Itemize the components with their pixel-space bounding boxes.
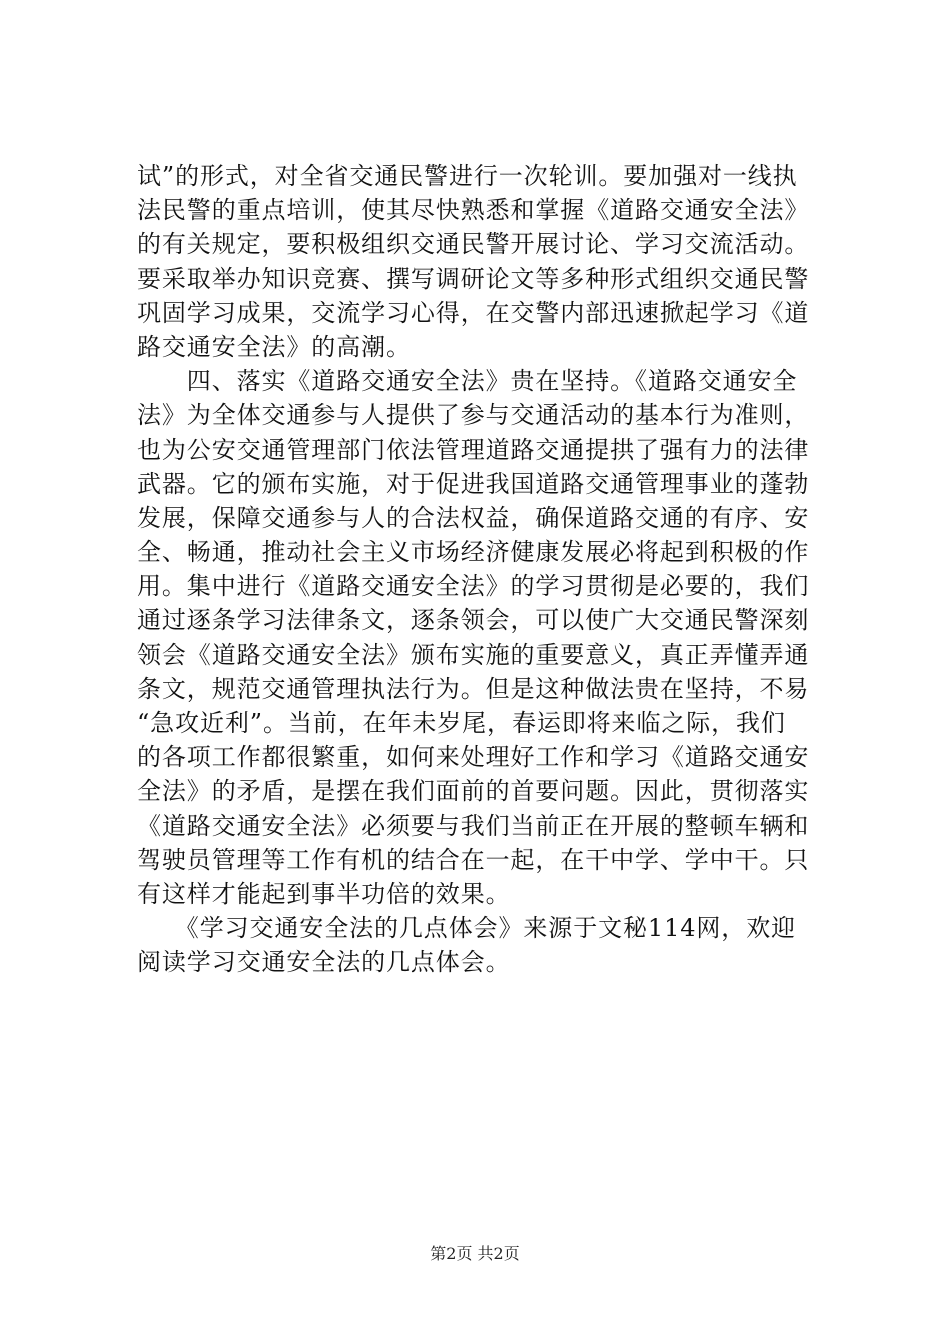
text-line: 全、畅通，推动社会主义市场经济健康发展必将起到积极的作	[137, 538, 810, 567]
body-text	[137, 159, 837, 980]
text-line: 路交通安全法》的高潮。	[137, 332, 411, 361]
text-line: 《学习交通安全法的几点体会》来源于文秘114网，欢迎	[137, 914, 797, 943]
text-line: 全法》的矛盾，是摆在我们面前的首要问题。因此，贯彻落实	[137, 777, 810, 806]
text-line: 四、落实《道路交通安全法》贵在坚持。《道路交通安全	[137, 367, 798, 396]
page-footer	[0, 1242, 950, 1266]
text-line: 试”的形式，对全省交通民警进行一次轮训。要加强对一线执	[137, 162, 798, 190]
text-line: 的有关规定，要积极组织交通民警开展讨论、学习交流活动。	[137, 230, 810, 259]
text-line: 发展，保障交通参与人的合法权益，确保道路交通的有序、安	[137, 503, 810, 532]
text-line: 《道路交通安全法》必须要与我们当前正在开展的整顿车辆和	[137, 811, 810, 840]
text-line: 通过逐条学习法律条文，逐条领会，可以使广大交通民警深刻	[137, 606, 810, 635]
page-indicator: 第2页 共2页	[430, 1244, 520, 1263]
text-line: 法》为全体交通参与人提供了参与交通活动的基本行为准则，	[137, 401, 810, 430]
text-line: 条文，规范交通管理执法行为。但是这种做法贵在坚持，不易	[137, 674, 810, 703]
text-line: 阅读学习交通安全法的几点体会。	[137, 948, 511, 977]
text-line: 驾驶员管理等工作有机的结合在一起，在干中学、学中干。只	[137, 845, 810, 874]
text-line: 有这样才能起到事半功倍的效果。	[137, 879, 511, 908]
text-line: “急攻近利”。当前，在年未岁尾，春运即将来临之际，我们	[137, 709, 786, 737]
text-line: 用。集中进行《道路交通安全法》的学习贯彻是必要的，我们	[137, 572, 810, 601]
text-line: 也为公安交通管理部门依法管理道路交通提拱了强有力的法律	[137, 435, 810, 464]
text-line: 要采取举办知识竞赛、撰写调研论文等多种形式组织交通民警	[137, 264, 810, 293]
text-line: 法民警的重点培训，使其尽快熟悉和掌握《道路交通安全法》	[137, 196, 810, 225]
text-line: 的各项工作都很繁重，如何来处理好工作和学习《道路交通安	[137, 743, 810, 772]
text-line: 领会《道路交通安全法》颁布实施的重要意义，真正弄懂弄通	[137, 640, 810, 669]
text-line: 武器。它的颁布实施，对于促进我国道路交通管理事业的蓬勃	[137, 469, 810, 498]
text-line: 巩固学习成果，交流学习心得，在交警内部迅速掀起学习《道	[137, 298, 810, 327]
